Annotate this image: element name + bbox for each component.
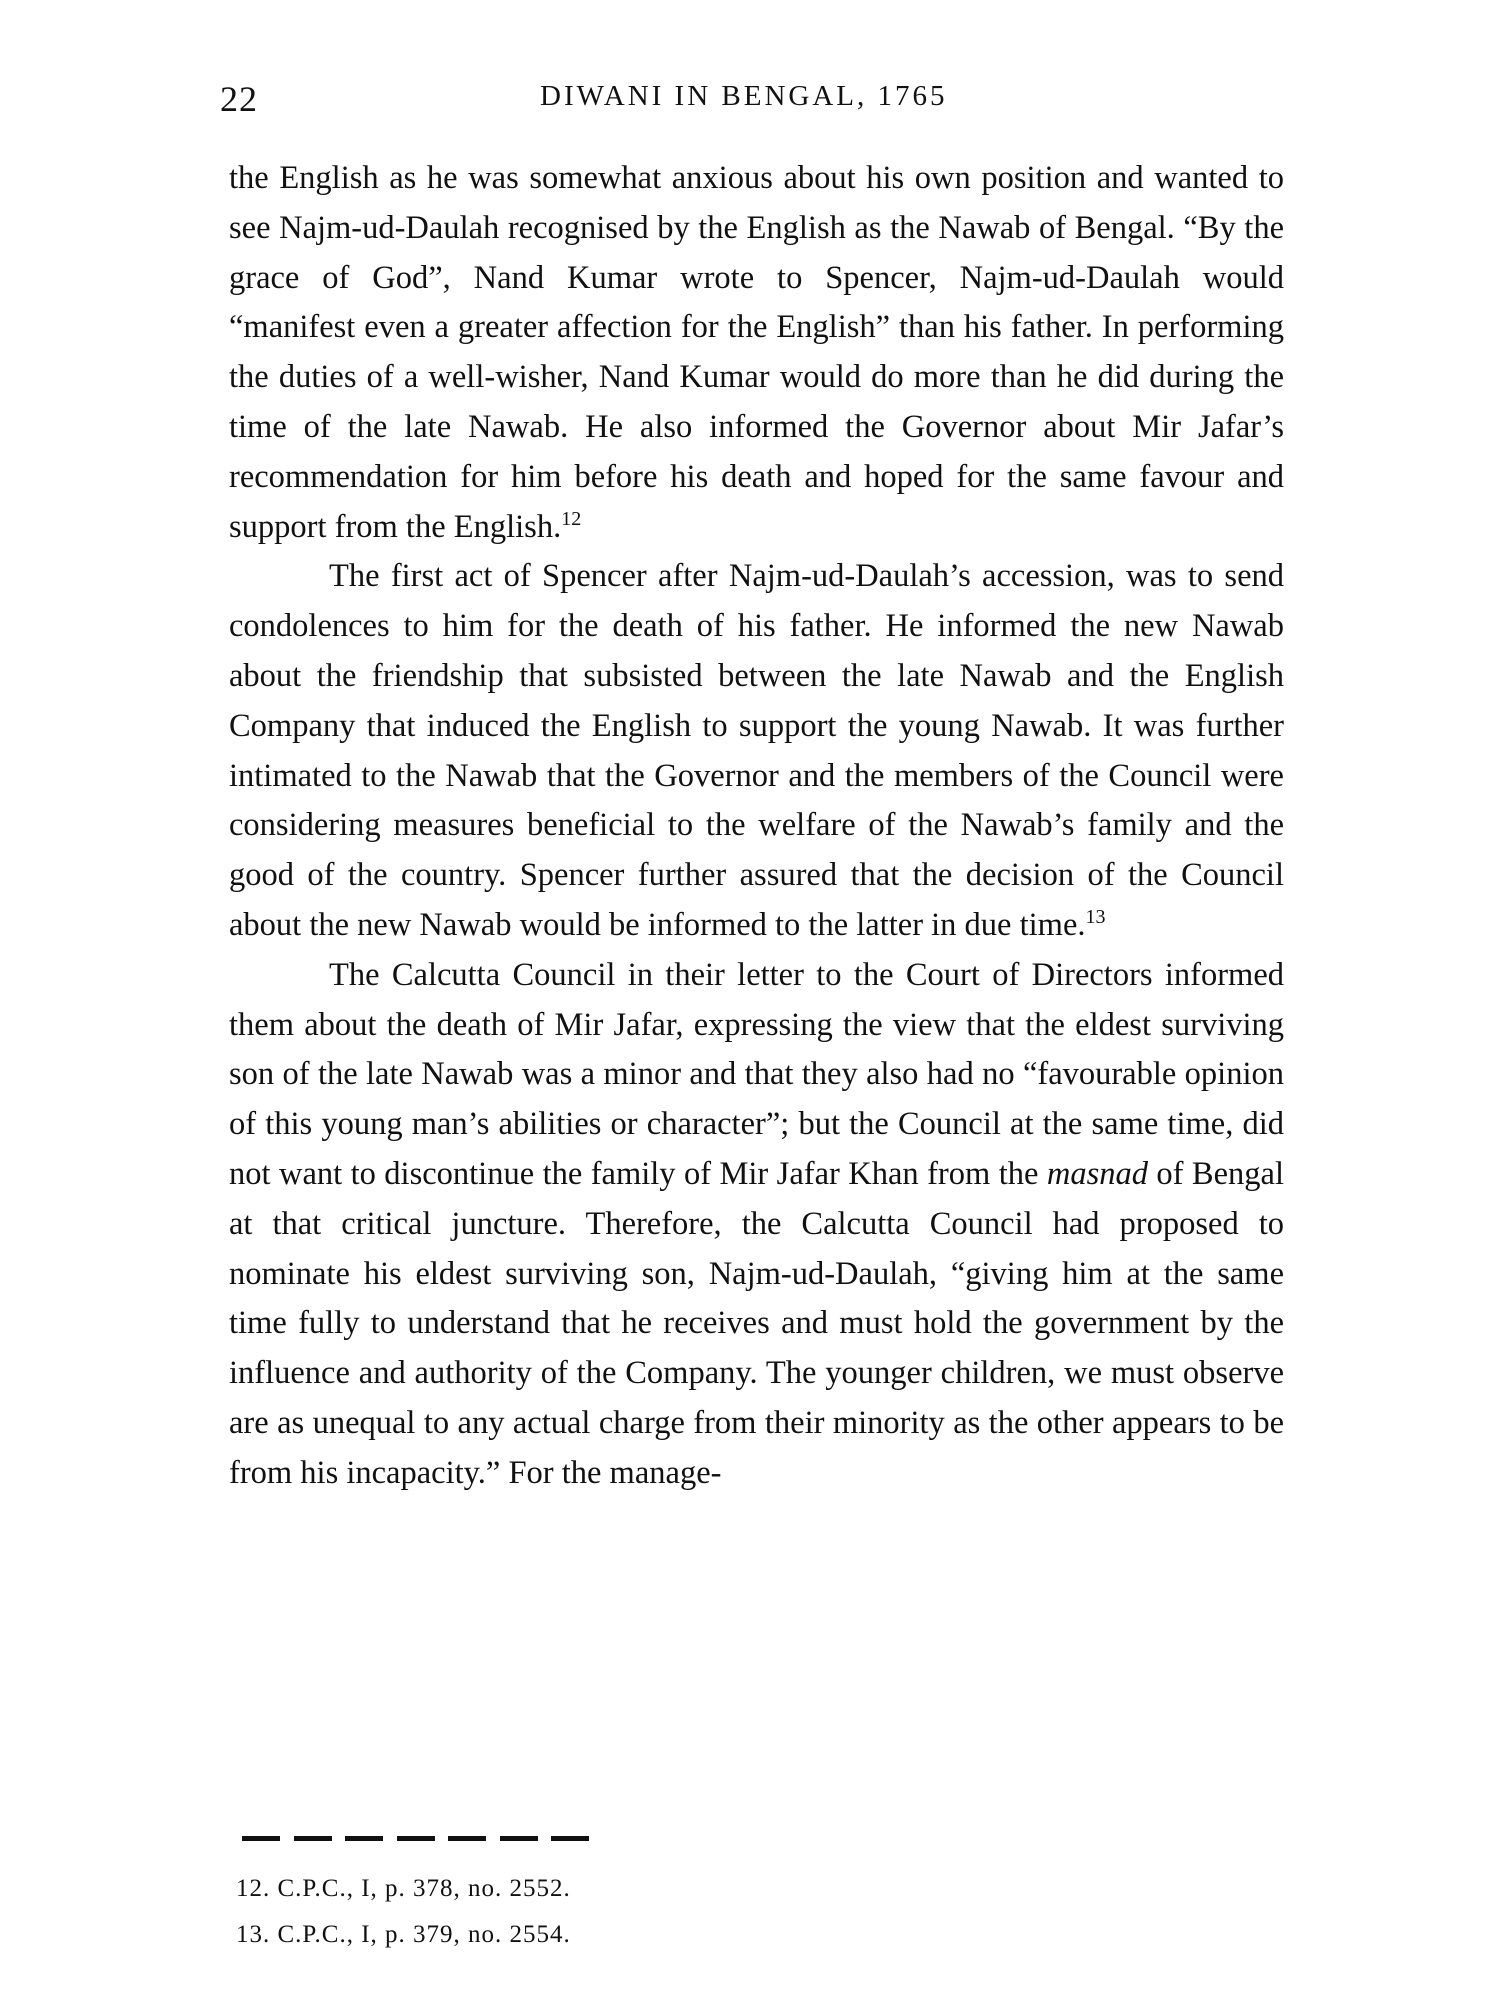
page-number: 22 <box>220 79 258 119</box>
paragraph-1-text: the English as he was somewhat anxious about his own position and wanted to see Najm-ud-Daulah recognised by the English as the Nawab of Bengal. “By the grace of God”, Nand Kumar wrote to Spencer, Najm-ud-Daulah would “manifest even a greater affection for the English” than his father. In performing the duties of a well-wisher, Nand Kumar would do more than he did during the time of the late Nawab. He also informed the Governor about Mir Jafar’s recommendation for him before his death and hoped for the same favour and support from the English. <box>229 160 1284 545</box>
paragraph-3-text-end: of Bengal at that critical juncture. Therefore, the Calcutta Council had proposed to nominate his eldest surviving son, Najm-ud-Daulah, “giving him at the same time fully to understand that he receives and must hold the government by the influence and authority of the Company. The younger children, we must observe are as unequal to any actual charge from their minority as the other appears to be from his incapacity.” For the manage- <box>229 1155 1284 1491</box>
footnote-ref-12: 12 <box>561 507 582 530</box>
italic-term-masnad: masnad <box>1046 1155 1148 1192</box>
paragraph-2-text: The first act of Spencer after Najm-ud-Daulah’s accession, was to send condolences to him for the death of his father. He informed the new Nawab about the friendship that subsisted between the late Nawab and the English Company that induced the English to support the young Nawab. It was further intimated to the Nawab that the Governor and the members of the Council were considering measures beneficial to the welfare of the Nawab’s family and the good of the country. Spencer further assured that the decision of the Council about the new Nawab would be informed to the latter in due time. <box>229 558 1284 943</box>
paragraph-3-text-start: The Calcutta Council in their letter to the Court of Directors informed them about the death of Mir Jafar, expressing the view that the eldest surviving son of the late Nawab was a minor and that they also had no “favourable opinion of this young man’s abilities or character”; but the Council at the same time, did not want to discontinue the family of Mir Jafar Khan from the <box>229 956 1284 1192</box>
paragraph-1 <box>229 154 1284 552</box>
running-head: DIWANI IN BENGAL, 1765 <box>540 80 948 112</box>
body-text <box>229 154 1284 1499</box>
paragraph-3 <box>229 951 1284 1499</box>
footnote-12: 12. C.P.C., I, p. 378, no. 2552. <box>236 1875 571 1902</box>
paragraph-2 <box>229 552 1284 950</box>
footnote-ref-13: 13 <box>1085 906 1106 929</box>
footnote-divider <box>242 1836 589 1842</box>
footnotes <box>236 1866 571 1958</box>
footnote-13: 13. C.P.C., I, p. 379, no. 2554. <box>236 1921 571 1948</box>
